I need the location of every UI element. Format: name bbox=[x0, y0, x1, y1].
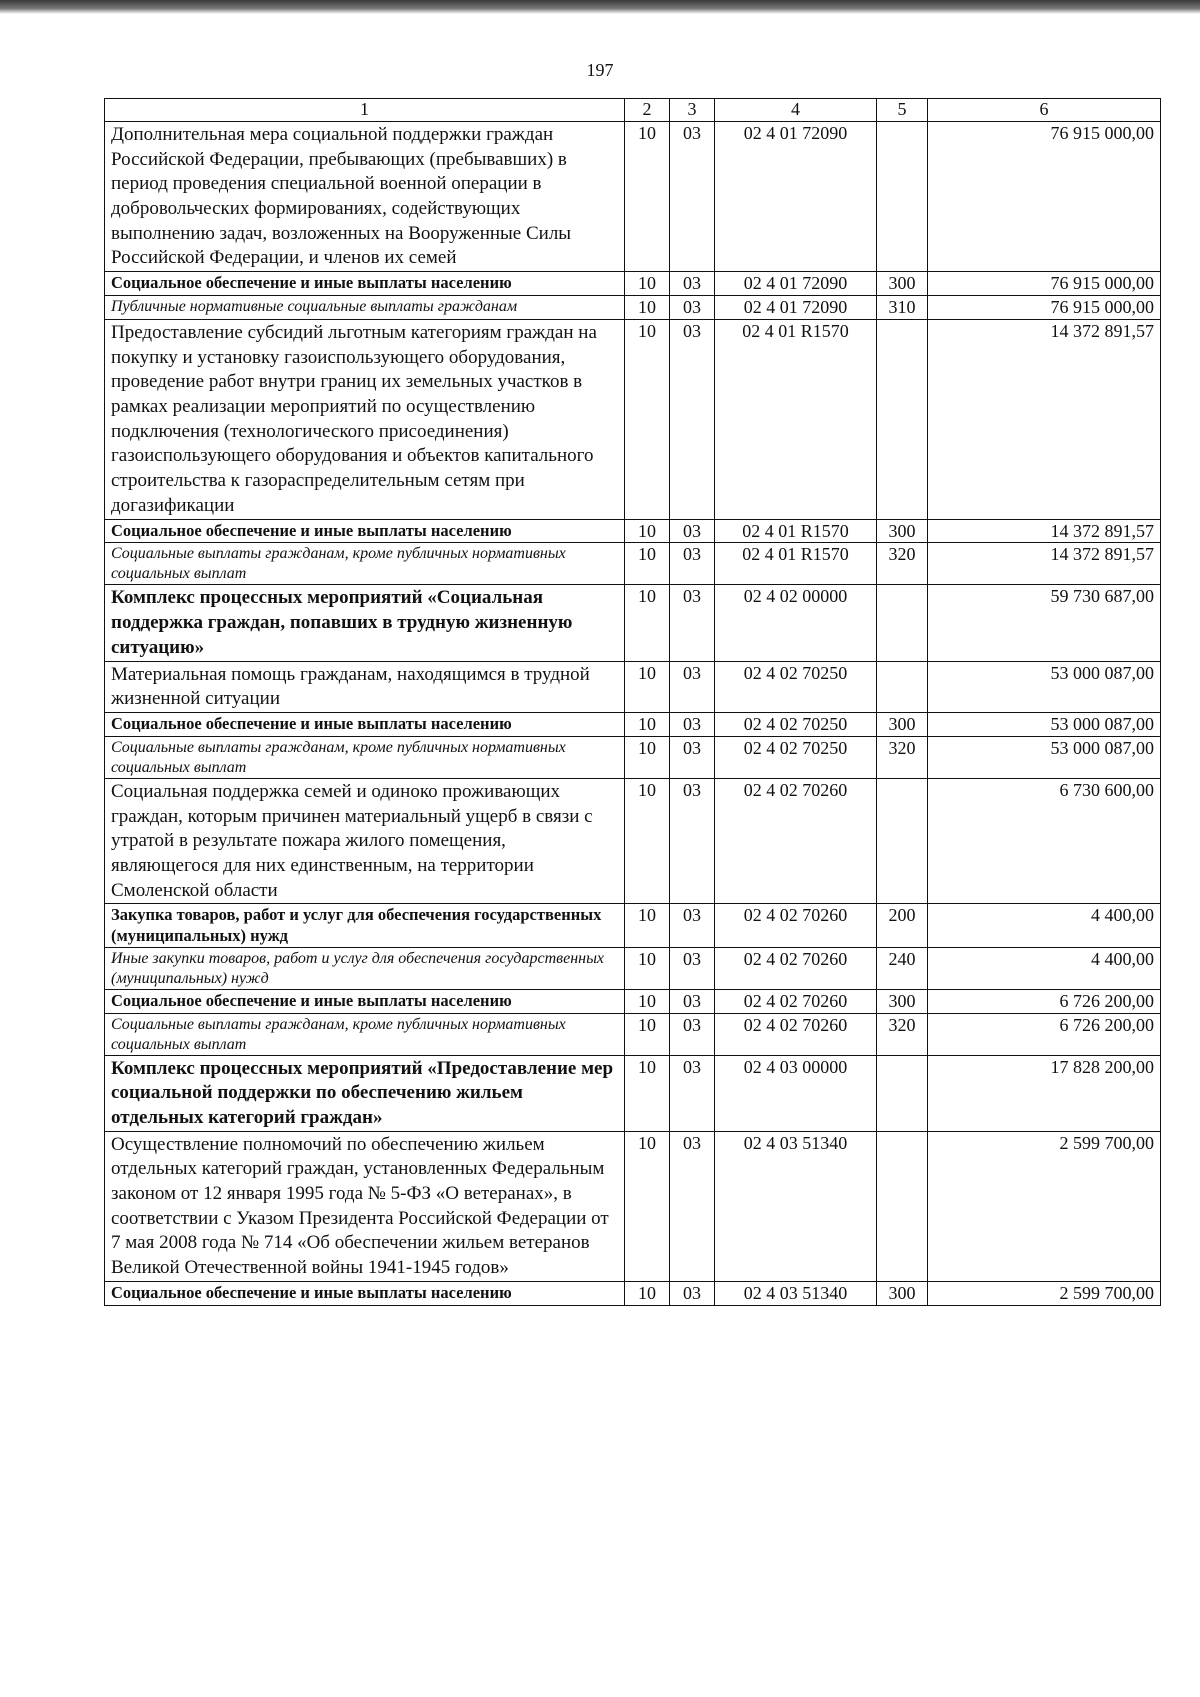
row-amount-cell: 76 915 000,00 bbox=[928, 122, 1161, 272]
column-header: 4 bbox=[715, 99, 877, 122]
column-header: 1 bbox=[105, 99, 625, 122]
row-name-cell: Закупка товаров, работ и услуг для обеспечения государственных (муниципальных) нужд bbox=[105, 904, 625, 947]
row-name-cell: Комплекс процессных мероприятий «Социальная поддержка граждан, попавших в трудную жизненную ситуацию» bbox=[105, 585, 625, 661]
row-expense-type-cell bbox=[877, 585, 928, 661]
row-target-article-cell: 02 4 02 70250 bbox=[715, 736, 877, 778]
column-header: 2 bbox=[625, 99, 670, 122]
table-row bbox=[105, 989, 1161, 1013]
table-row bbox=[105, 320, 1161, 520]
row-section-cell: 10 bbox=[625, 543, 670, 585]
row-section-cell: 10 bbox=[625, 778, 670, 903]
table-row bbox=[105, 585, 1161, 661]
row-expense-type-cell bbox=[877, 778, 928, 903]
row-expense-type-cell: 310 bbox=[877, 296, 928, 320]
row-subsection-cell: 03 bbox=[670, 736, 715, 778]
table-body bbox=[105, 122, 1161, 1306]
row-expense-type-cell: 300 bbox=[877, 989, 928, 1013]
row-section-cell: 10 bbox=[625, 947, 670, 989]
table-row bbox=[105, 296, 1161, 320]
row-subsection-cell: 03 bbox=[670, 661, 715, 712]
row-section-cell: 10 bbox=[625, 904, 670, 947]
table-row bbox=[105, 519, 1161, 543]
row-amount-cell: 59 730 687,00 bbox=[928, 585, 1161, 661]
row-section-cell: 10 bbox=[625, 122, 670, 272]
table-row bbox=[105, 1013, 1161, 1055]
row-expense-type-cell: 320 bbox=[877, 543, 928, 585]
row-section-cell: 10 bbox=[625, 712, 670, 736]
row-name-cell: Социальное обеспечение и иные выплаты населению bbox=[105, 272, 625, 296]
row-subsection-cell: 03 bbox=[670, 296, 715, 320]
row-subsection-cell: 03 bbox=[670, 904, 715, 947]
row-expense-type-cell bbox=[877, 122, 928, 272]
row-amount-cell: 53 000 087,00 bbox=[928, 736, 1161, 778]
row-amount-cell: 6 726 200,00 bbox=[928, 1013, 1161, 1055]
table-row bbox=[105, 661, 1161, 712]
table-row bbox=[105, 122, 1161, 272]
row-expense-type-cell: 320 bbox=[877, 1013, 928, 1055]
row-amount-cell: 4 400,00 bbox=[928, 947, 1161, 989]
row-expense-type-cell: 320 bbox=[877, 736, 928, 778]
table-row bbox=[105, 736, 1161, 778]
row-subsection-cell: 03 bbox=[670, 1281, 715, 1305]
row-section-cell: 10 bbox=[625, 296, 670, 320]
row-subsection-cell: 03 bbox=[670, 272, 715, 296]
column-header: 3 bbox=[670, 99, 715, 122]
row-target-article-cell: 02 4 01 R1570 bbox=[715, 320, 877, 520]
row-expense-type-cell bbox=[877, 320, 928, 520]
row-target-article-cell: 02 4 02 70260 bbox=[715, 989, 877, 1013]
row-section-cell: 10 bbox=[625, 736, 670, 778]
row-name-cell: Публичные нормативные социальные выплаты гражданам bbox=[105, 296, 625, 320]
row-name-cell: Социальные выплаты гражданам, кроме публичных нормативных социальных выплат bbox=[105, 543, 625, 585]
row-subsection-cell: 03 bbox=[670, 1131, 715, 1281]
row-target-article-cell: 02 4 01 R1570 bbox=[715, 543, 877, 585]
row-amount-cell: 4 400,00 bbox=[928, 904, 1161, 947]
row-target-article-cell: 02 4 01 72090 bbox=[715, 122, 877, 272]
row-subsection-cell: 03 bbox=[670, 519, 715, 543]
row-name-cell: Социальное обеспечение и иные выплаты населению bbox=[105, 1281, 625, 1305]
row-section-cell: 10 bbox=[625, 1055, 670, 1131]
row-name-cell: Дополнительная мера социальной поддержки граждан Российской Федерации, пребывающих (пребывавших) в период проведения специальной военной операции в добровольческих формированиях, содействующих выполнению задач, возложенных на Вооруженные Силы Российской Федерации, и членов их семей bbox=[105, 122, 625, 272]
row-target-article-cell: 02 4 01 72090 bbox=[715, 272, 877, 296]
table-row bbox=[105, 1281, 1161, 1305]
row-target-article-cell: 02 4 02 70250 bbox=[715, 712, 877, 736]
row-amount-cell: 14 372 891,57 bbox=[928, 543, 1161, 585]
row-amount-cell: 53 000 087,00 bbox=[928, 661, 1161, 712]
row-name-cell: Социальное обеспечение и иные выплаты населению bbox=[105, 989, 625, 1013]
row-name-cell: Иные закупки товаров, работ и услуг для обеспечения государственных (муниципальных) нужд bbox=[105, 947, 625, 989]
row-subsection-cell: 03 bbox=[670, 989, 715, 1013]
row-section-cell: 10 bbox=[625, 661, 670, 712]
row-section-cell: 10 bbox=[625, 1131, 670, 1281]
row-amount-cell: 53 000 087,00 bbox=[928, 712, 1161, 736]
scan-edge bbox=[0, 0, 1200, 14]
row-expense-type-cell: 300 bbox=[877, 1281, 928, 1305]
row-section-cell: 10 bbox=[625, 519, 670, 543]
row-expense-type-cell bbox=[877, 661, 928, 712]
row-section-cell: 10 bbox=[625, 989, 670, 1013]
row-expense-type-cell bbox=[877, 1055, 928, 1131]
row-name-cell: Комплекс процессных мероприятий «Предоставление мер социальной поддержки по обеспечению жильем отдельных категорий граждан» bbox=[105, 1055, 625, 1131]
row-target-article-cell: 02 4 02 70260 bbox=[715, 778, 877, 903]
row-expense-type-cell bbox=[877, 1131, 928, 1281]
row-name-cell: Социальное обеспечение и иные выплаты населению bbox=[105, 519, 625, 543]
row-amount-cell: 2 599 700,00 bbox=[928, 1281, 1161, 1305]
table-row bbox=[105, 543, 1161, 585]
row-target-article-cell: 02 4 02 70250 bbox=[715, 661, 877, 712]
row-section-cell: 10 bbox=[625, 585, 670, 661]
row-amount-cell: 6 730 600,00 bbox=[928, 778, 1161, 903]
row-amount-cell: 17 828 200,00 bbox=[928, 1055, 1161, 1131]
row-expense-type-cell: 200 bbox=[877, 904, 928, 947]
row-target-article-cell: 02 4 02 00000 bbox=[715, 585, 877, 661]
table-row bbox=[105, 947, 1161, 989]
row-amount-cell: 14 372 891,57 bbox=[928, 320, 1161, 520]
row-target-article-cell: 02 4 02 70260 bbox=[715, 1013, 877, 1055]
table-header bbox=[105, 99, 1161, 122]
row-subsection-cell: 03 bbox=[670, 778, 715, 903]
row-target-article-cell: 02 4 01 72090 bbox=[715, 296, 877, 320]
row-amount-cell: 2 599 700,00 bbox=[928, 1131, 1161, 1281]
row-subsection-cell: 03 bbox=[670, 947, 715, 989]
row-name-cell: Социальные выплаты гражданам, кроме публичных нормативных социальных выплат bbox=[105, 1013, 625, 1055]
row-amount-cell: 14 372 891,57 bbox=[928, 519, 1161, 543]
row-name-cell: Предоставление субсидий льготным категориям граждан на покупку и установку газоиспользующего оборудования, проведение работ внутри границ их земельных участков в рамках реализации мероприятий по осуществлению подключения (технологического присоединения) газоиспользующего оборудования и объектов капитального строительства к газораспределительным сетям при догазификации bbox=[105, 320, 625, 520]
row-target-article-cell: 02 4 02 70260 bbox=[715, 947, 877, 989]
table-row bbox=[105, 272, 1161, 296]
budget-table bbox=[104, 98, 1161, 1306]
row-section-cell: 10 bbox=[625, 272, 670, 296]
row-amount-cell: 76 915 000,00 bbox=[928, 296, 1161, 320]
row-section-cell: 10 bbox=[625, 320, 670, 520]
row-name-cell: Социальные выплаты гражданам, кроме публичных нормативных социальных выплат bbox=[105, 736, 625, 778]
row-expense-type-cell: 240 bbox=[877, 947, 928, 989]
row-subsection-cell: 03 bbox=[670, 320, 715, 520]
row-target-article-cell: 02 4 03 51340 bbox=[715, 1131, 877, 1281]
row-subsection-cell: 03 bbox=[670, 543, 715, 585]
row-target-article-cell: 02 4 02 70260 bbox=[715, 904, 877, 947]
row-subsection-cell: 03 bbox=[670, 1013, 715, 1055]
table-row bbox=[105, 904, 1161, 947]
row-amount-cell: 76 915 000,00 bbox=[928, 272, 1161, 296]
row-target-article-cell: 02 4 03 51340 bbox=[715, 1281, 877, 1305]
row-name-cell: Материальная помощь гражданам, находящимся в трудной жизненной ситуации bbox=[105, 661, 625, 712]
column-header: 5 bbox=[877, 99, 928, 122]
row-expense-type-cell: 300 bbox=[877, 519, 928, 543]
row-subsection-cell: 03 bbox=[670, 122, 715, 272]
row-expense-type-cell: 300 bbox=[877, 272, 928, 296]
row-subsection-cell: 03 bbox=[670, 712, 715, 736]
row-name-cell: Социальное обеспечение и иные выплаты населению bbox=[105, 712, 625, 736]
row-target-article-cell: 02 4 03 00000 bbox=[715, 1055, 877, 1131]
row-section-cell: 10 bbox=[625, 1281, 670, 1305]
row-name-cell: Осуществление полномочий по обеспечению жильем отдельных категорий граждан, установленных Федеральным законом от 12 января 1995 года № 5-ФЗ «О ветеранах», в соответствии с Указом Президента Российской Федерации от 7 мая 2008 года № 714 «Об обеспечении жильем ветеранов Великой Отечественной войны 1941-1945 годов» bbox=[105, 1131, 625, 1281]
header-row bbox=[105, 99, 1161, 122]
table-row bbox=[105, 1131, 1161, 1281]
table-row bbox=[105, 1055, 1161, 1131]
table-row bbox=[105, 778, 1161, 903]
row-amount-cell: 6 726 200,00 bbox=[928, 989, 1161, 1013]
row-name-cell: Социальная поддержка семей и одиноко проживающих граждан, которым причинен материальный ущерб в связи с утратой в результате пожара жилого помещения, являющегося для них единственным, на территории Смоленской области bbox=[105, 778, 625, 903]
row-subsection-cell: 03 bbox=[670, 1055, 715, 1131]
row-target-article-cell: 02 4 01 R1570 bbox=[715, 519, 877, 543]
page-number: 197 bbox=[586, 60, 614, 80]
row-subsection-cell: 03 bbox=[670, 585, 715, 661]
table-row bbox=[105, 712, 1161, 736]
row-section-cell: 10 bbox=[625, 1013, 670, 1055]
row-expense-type-cell: 300 bbox=[877, 712, 928, 736]
column-header: 6 bbox=[928, 99, 1161, 122]
